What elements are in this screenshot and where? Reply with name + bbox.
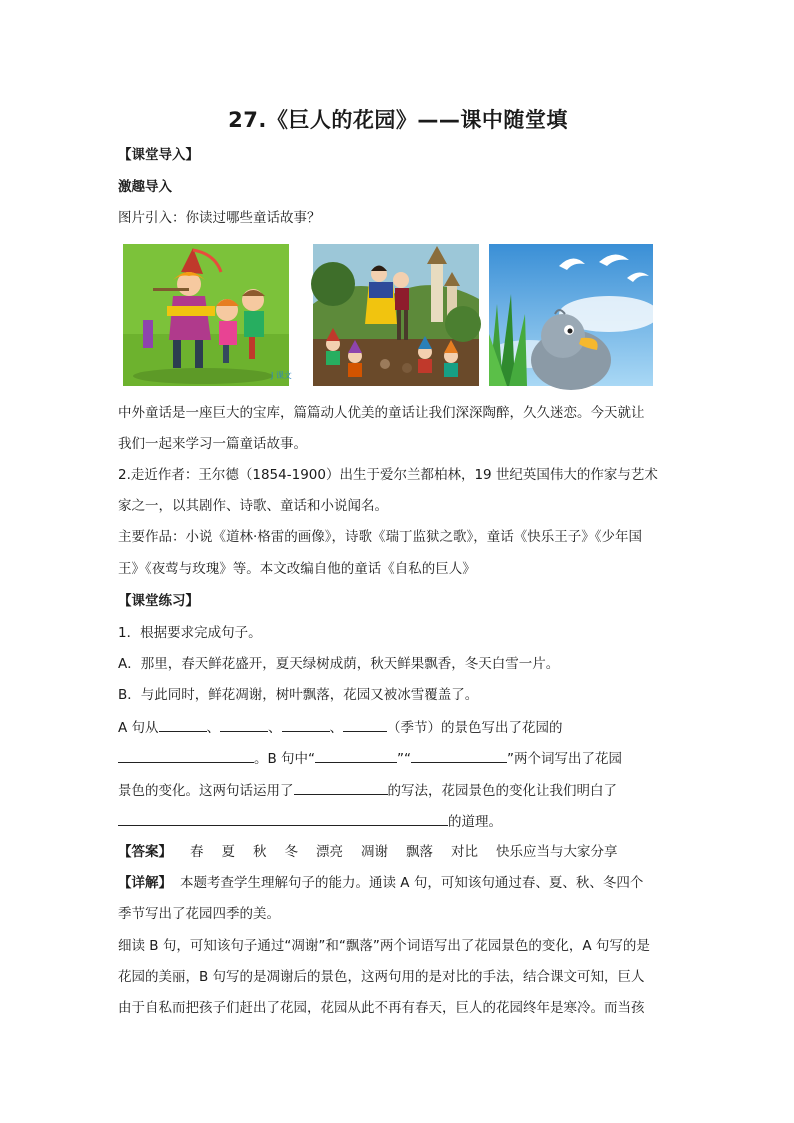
question-1: 1．根据要求完成句子。 [118,625,262,641]
fairy-tale-image-pied-piper [123,244,292,386]
author-line2: 家之一，以其剧作、诗歌、童话和小说闻名。 [118,498,388,514]
answer-item: 冬 [284,844,298,860]
answer-blank[interactable] [118,749,254,763]
fill-text: （季节）的景色写出了花园的 [387,720,563,736]
answer-item: 飘落 [406,844,433,860]
paragraph-intro-line2: 我们一起来学习一篇童话故事。 [118,436,307,452]
page-title: 27.《巨人的花园》——课中随堂填 [228,108,568,132]
section-header-practice: 【课堂练习】 [118,593,199,609]
detail-label: 【详解】 [118,875,172,891]
answer-blank[interactable] [343,718,387,732]
fill-text: 的写法，花园景色的变化让我们明白了 [387,783,617,799]
works-line1: 主要作品：小说《道林·格雷的画像》，诗歌《瑞丁监狱之歌》，童话《快乐王子》《少年国 [118,529,643,545]
fill-text: 、 [206,720,221,736]
fill-blank-line4 [118,812,502,831]
fill-text: ”两个词写出了花园 [507,751,623,767]
detail2-line2: 花园的美丽，B 句写的是凋谢后的景色，这两句用的是对比的手法，结合课文可知，巨人 [118,969,645,985]
answer-item: 漂亮 [316,844,343,860]
fill-text: 、 [329,720,344,736]
answer-blank[interactable] [220,718,268,732]
fill-text: A 句从 [118,720,159,736]
answer-blank[interactable] [294,781,388,795]
answer-item: 夏 [221,844,235,860]
subheader-warmup: 激趣导入 [118,179,172,195]
answer-blank[interactable] [315,749,397,763]
detail-line1 [118,874,643,892]
section-header-intro: 【课堂导入】 [118,147,199,163]
detail-text: 本题考查学生理解句子的能力。通读 A 句，可知该句通过春、夏、秋、冬四个 [180,875,644,891]
sentence-a: A．那里，春天鲜花盛开，夏天绿树成荫，秋天鲜果飘香，冬天白雪一片。 [118,656,560,672]
picture-intro-text: 图片引入：你读过哪些童话故事？ [118,210,321,226]
answer-item: 春 [190,844,204,860]
image-watermark: J 课文 [271,371,292,380]
works-line2: 王》《夜莺与玫瑰》等。本文改编自他的童话《自私的巨人》 [118,561,476,577]
paragraph-intro-line1: 中外童话是一座巨大的宝库，篇篇动人优美的童话让我们深深陶醉，久久迷恋。今天就让 [118,405,645,421]
answer-label: 【答案】 [118,844,172,860]
author-line1: 2.走近作者：王尔德（1854-1900）出生于爱尔兰都柏林，19 世纪英国伟大的作家与艺术 [118,467,658,483]
picture-row [123,244,653,388]
answer-line [118,843,618,861]
answer-blank[interactable] [118,812,448,826]
fill-blank-line1 [118,718,563,737]
detail-line2: 季节写出了花园四季的美。 [118,906,280,922]
answer-item: 秋 [253,844,267,860]
fairy-tale-image-ugly-duckling [489,244,653,386]
detail2-line1: 细读 B 句，可知该句子通过“凋谢”和“飘落”两个词语写出了花园景色的变化，A 句写的是 [118,938,650,954]
fill-text: 的道理。 [448,814,502,830]
fill-text: 、 [268,720,282,736]
answer-blank[interactable] [282,718,330,732]
fill-text: 。B 句中“ [254,751,316,767]
fill-blank-line3 [118,781,617,800]
fairy-tale-image-snow-white [313,244,479,386]
answer-item: 凋谢 [361,844,388,860]
answer-item: 对比 [451,844,478,860]
answer-item: 快乐应当与大家分享 [496,844,618,860]
fill-text: 景色的变化。这两句话运用了 [118,783,294,799]
sentence-b: B．与此同时，鲜花凋谢，树叶飘落，花园又被冰雪覆盖了。 [118,687,479,703]
answer-blank[interactable] [159,718,207,732]
detail2-line3: 由于自私而把孩子们赶出了花园，花园从此不再有春天，巨人的花园终年是寒冷。而当孩 [118,1000,645,1016]
answer-blank[interactable] [411,749,507,763]
fill-blank-line2 [118,749,622,768]
fill-text: ”“ [397,751,412,767]
